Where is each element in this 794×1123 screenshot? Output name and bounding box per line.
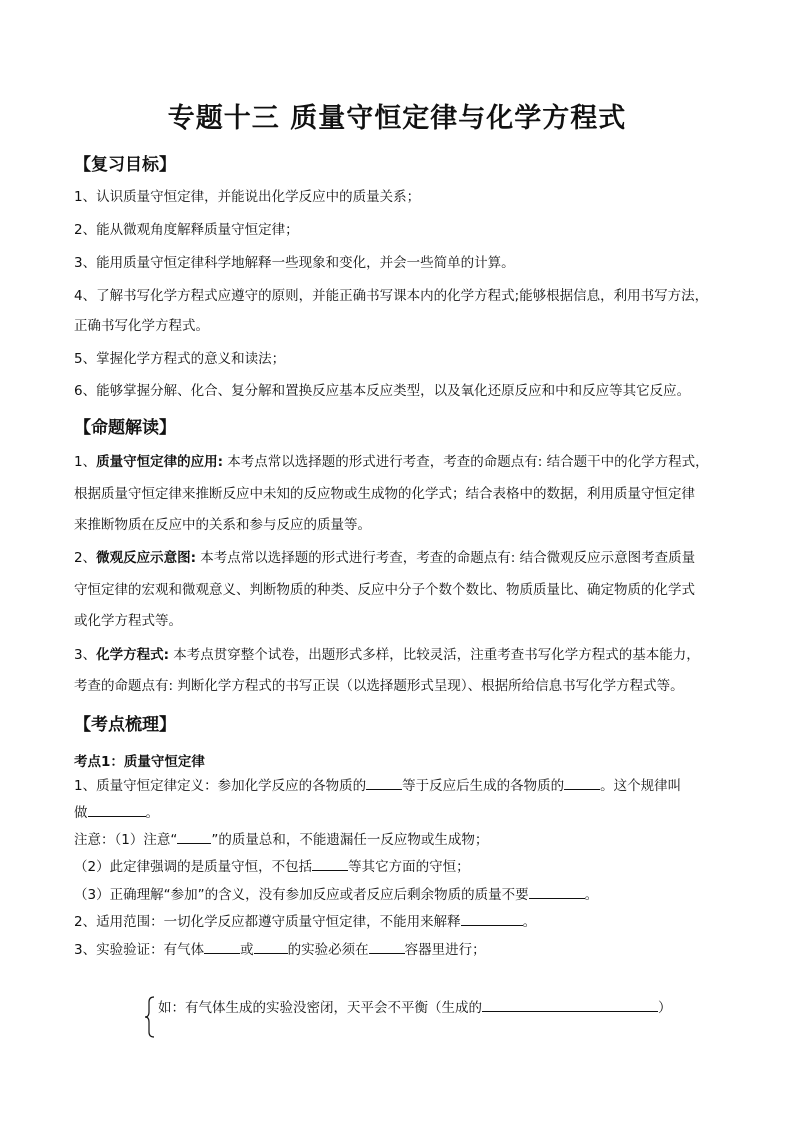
fill-blank[interactable] xyxy=(366,775,402,790)
fill-blank[interactable] xyxy=(369,939,405,954)
verification-line: 3、实验验证：有气体 或 的实验必须在 容器里进行； xyxy=(74,939,724,960)
goal-item: 5、掌握化学方程式的意义和读法； xyxy=(74,351,286,367)
scope-line: 2、适用范围：一切化学反应都遵守质量守恒定律，不能用来解释 。 xyxy=(74,911,724,932)
section-review-goals: 【复习目标】 xyxy=(74,155,176,175)
interpretation-line: 或化学方程式等。 xyxy=(74,613,182,629)
item-number: 3、 xyxy=(74,647,97,663)
example-line: 如：有气体生成的实验没密闭，天平会不平衡（生成的 ） xyxy=(158,996,672,1016)
interpretation-line: 根据质量守恒定律来推断反应中未知的反应物或生成物的化学式；结合表格中的数据，利用质量守恒定律 xyxy=(74,486,695,502)
note-2: （2）此定律强调的是质量守恒，不包括 等其它方面的守恒； xyxy=(74,856,724,877)
page-title: 专题十三 质量守恒定律与化学方程式 xyxy=(167,103,627,134)
item-text: 本考点贯穿整个试卷，出题形式多样，比较灵活，注重考查书写化学方程式的基本能力， xyxy=(169,647,700,663)
fill-blank[interactable] xyxy=(88,802,146,817)
definition-line-2: 做 。 xyxy=(74,802,724,823)
note-1: 注意：（1）注意“ ”的质量总和，不能遗漏任一反应物或生成物； xyxy=(74,829,724,850)
goal-item: 3、能用质量守恒定律科学地解释一些现象和变化，并会一些简单的计算。 xyxy=(74,255,515,271)
interpretation-item-3 xyxy=(74,645,724,665)
goal-item: 2、能从微观角度解释质量守恒定律； xyxy=(74,222,299,238)
section-key-points: 【考点梳理】 xyxy=(74,715,176,735)
item-text: 本考点常以选择题的形式进行考查，考查的命题点有: 结合微观反应示意图考查质量 xyxy=(196,550,696,566)
interpretation-item-1 xyxy=(74,452,724,472)
brace-icon xyxy=(144,996,156,1038)
kaodian-1-title: 考点1：质量守恒定律 xyxy=(74,754,205,770)
fill-blank[interactable] xyxy=(204,939,240,954)
item-number: 1、 xyxy=(74,454,97,470)
item-heading: 化学方程式: xyxy=(96,647,169,663)
interpretation-line: 考查的命题点有: 判断化学方程式的书写正误（以选择题形式呈现）、根据所给信息书写化学方程式等。 xyxy=(74,678,684,694)
note-3: （3）正确理解“参加”的含义，没有参加反应或者反应后剩余物质的质量不要 。 xyxy=(74,884,724,905)
interpretation-line: 来推断物质在反应中的关系和参与反应的质量等。 xyxy=(74,517,371,533)
item-text: 本考点常以选择题的形式进行考查，考查的命题点有: 结合题干中的化学方程式， xyxy=(223,454,709,470)
fill-blank[interactable] xyxy=(529,884,585,899)
fill-blank[interactable] xyxy=(461,911,523,926)
fill-blank[interactable] xyxy=(177,829,211,844)
fill-blank[interactable] xyxy=(312,856,348,871)
goal-item: 正确书写化学方程式。 xyxy=(74,318,209,334)
item-heading: 质量守恒定律的应用: xyxy=(96,454,223,470)
item-number: 2、 xyxy=(74,550,97,566)
fill-blank[interactable] xyxy=(564,775,600,790)
goal-item: 6、能够掌握分解、化合、复分解和置换反应基本反应类型，以及氧化还原反应和中和反应等其它反应。 xyxy=(74,383,691,399)
fill-blank[interactable] xyxy=(254,939,288,954)
goal-item: 1、认识质量守恒定律，并能说出化学反应中的质量关系； xyxy=(74,189,421,205)
fill-blank[interactable] xyxy=(482,997,658,1012)
item-heading: 微观反应示意图: xyxy=(96,550,196,566)
interpretation-line: 守恒定律的宏观和微观意义、判断物质的种类、反应中分子个数个数比、物质质量比、确定物质的化学式 xyxy=(74,582,695,598)
interpretation-item-2 xyxy=(74,548,724,568)
section-interpretation: 【命题解读】 xyxy=(74,418,176,438)
definition-line: 1、质量守恒定律定义：参加化学反应的各物质的 等于反应后生成的各物质的 。这个规律叫 xyxy=(74,775,724,796)
goal-item: 4、了解书写化学方程式应遵守的原则，并能正确书写课本内的化学方程式;能够根据信息，利用书写方法， xyxy=(74,288,709,304)
